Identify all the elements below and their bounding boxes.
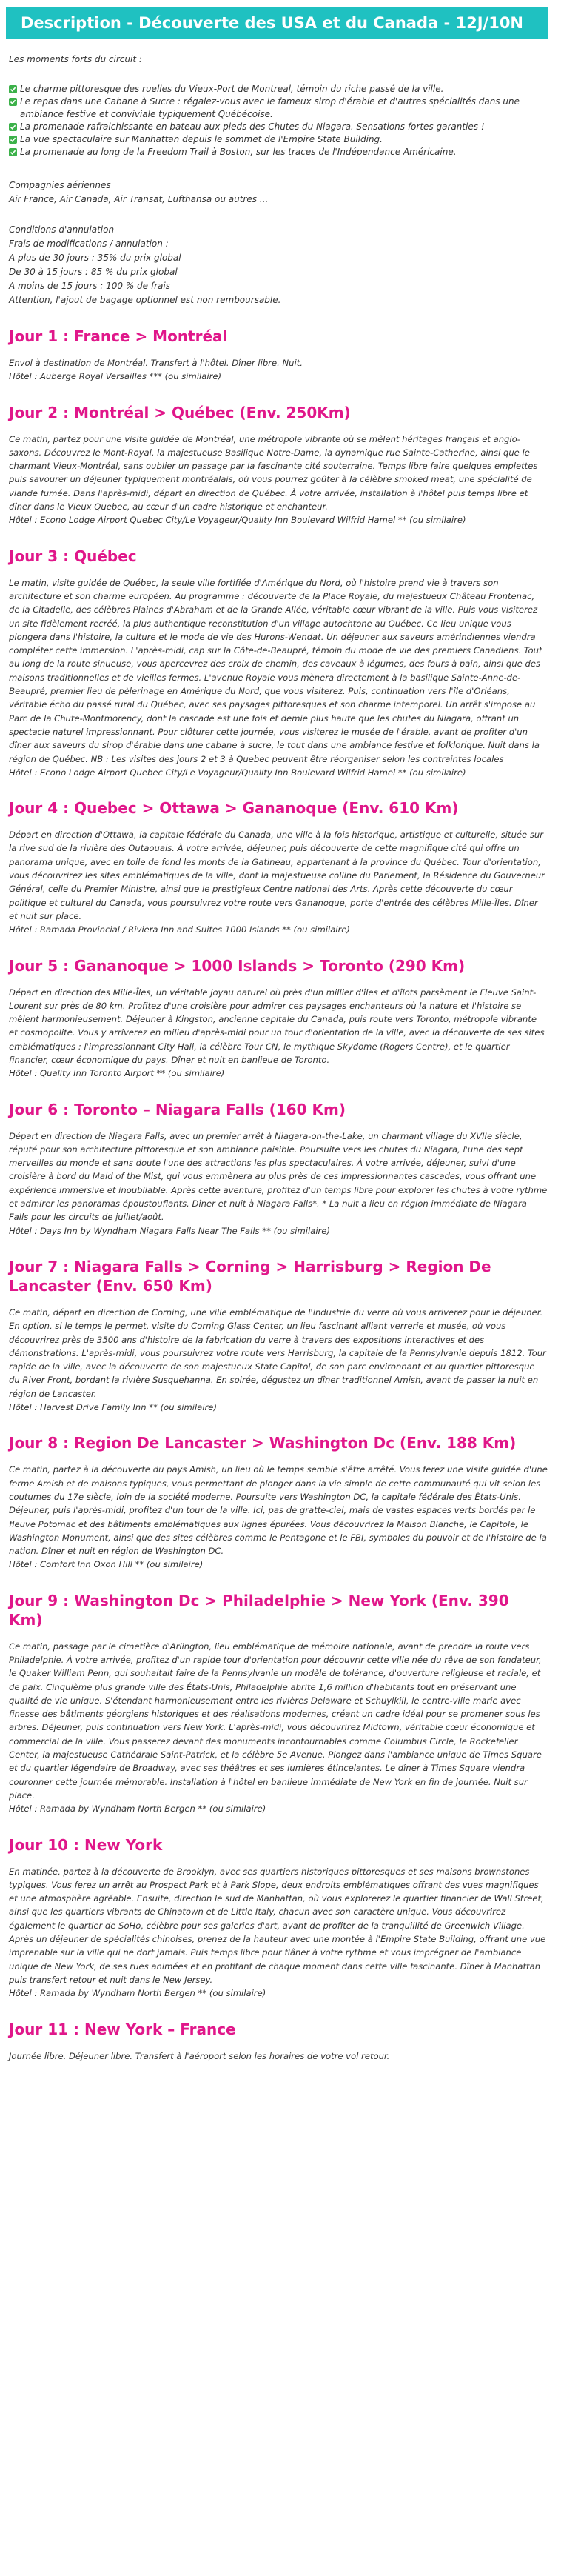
- day-section: [9, 1835, 548, 2001]
- page: [0, 7, 561, 2092]
- day-description: Ce matin, passage par le cimetière d'Arlington, lieu emblématique de mémoire nationale, avant de prendre la route vers Philadelphie. À votre arrivée, profitez d'un rapide tour d'orientation pour découvrir cette ville née du rêve de son fondateur, le Quaker William Penn, qui souhaitait faire de la Pennsylvanie un modèle de tolérance, d'ouverture religieuse et raciale, et de paix. Cinquième plus grande ville des États-Unis, Philadelphie abrite 1,6 million d'habitants tout en préservant une qualité de vie unique. S'étendant harmonieusement entre les rivières Delaware et Schuylkill, le centre-ville marie avec finesse des bâtiments géorgiens historiques et des réalisations modernes, créant un cadre idéal pour se promener sous les arbres. Déjeuner, puis continuation vers New York. L'après-midi, vous découvrirez Midtown, véritable cœur économique et commercial de la ville. Vous passerez devant des monuments incontournables comme Columbus Circle, le Rockefeller Center, la majestueuse Cathédrale Saint-Patrick, et la célèbre 5e Avenue. Plongez dans l'ambiance unique de Times Square et du quartier légendaire de Broadway, avec ses théâtres et ses lumières étincelantes. Le dîner à Times Square viendra couronner cette journée mémorable. Installation à l'hôtel en banlieue immédiate de New York en fin de journée. Nuit sur place.: [9, 1641, 542, 1801]
- highlight-text: La vue spectaculaire sur Manhattan depuis le sommet de l'Empire State Building.: [20, 134, 383, 144]
- description-content: [6, 53, 548, 2063]
- day-description: Ce matin, partez à la découverte du pays Amish, un lieu où le temps semble s'être arrêté. Vous ferez une visite guidée d'une ferme Amish et de maisons typiques, vous permettant de plonger dans la vie simple de cette communauté qui vit selon les coutumes du 17e siècle, loin de la société moderne. Poursuite vers Washington DC, la capitale fédérale des États-Unis. Déjeuner, puis l'après-midi, profitez d'un tour de la ville. Ici, pas de gratte-ciel, mais de vastes espaces verts bordés par le fleuve Potomac et des bâtiments emblématiques aux lignes épurées. Vous découvrirez la Maison Blanche, le Capitole, le Washington Monument, ainsi que des sites célèbres comme le Pentagone et le FBI, symboles du pouvoir et de l'histoire de la nation. Dîner et nuit en région de Washington DC.: [9, 1464, 548, 1557]
- day-hotel: Hôtel : Days Inn by Wyndham Niagara Falls Near The Falls ** (ou similaire): [9, 1225, 330, 1236]
- day-hotel: Hôtel : Harvest Drive Family Inn ** (ou similaire): [9, 1402, 217, 1413]
- day-title: Jour 3 : Québec: [9, 547, 137, 565]
- check-icon: [9, 136, 17, 144]
- day-section: [9, 1257, 548, 1414]
- cancellation-line: Frais de modifications / annulation :: [9, 238, 169, 249]
- day-section: [9, 547, 548, 779]
- highlight-item: [9, 146, 548, 159]
- check-icon: [9, 98, 17, 106]
- day-title: Jour 7 : Niagara Falls > Corning > Harrisburg > Region De Lancaster (Env. 650 Km): [9, 1257, 491, 1295]
- cancellation-line: A moins de 15 jours : 100 % de frais: [9, 281, 170, 291]
- day-title: Jour 1 : France > Montréal: [9, 327, 228, 345]
- highlight-text: La promenade rafraichissante en bateau aux pieds des Chutes du Niagara. Sensations fortes garanties !: [20, 121, 485, 132]
- cancellation-line: De 30 à 15 jours : 85 % du prix global: [9, 267, 178, 277]
- cancellation-line: A plus de 30 jours : 35% du prix global: [9, 253, 181, 263]
- day-description: Départ en direction des Mille-Îles, un véritable joyau naturel où près d'un millier d'îles et d'îlots parsèment le Fleuve Saint-Lourent sur près de 80 km. Profitez d'une croisière pour admirer ces paysages enchanteurs où la nature et l'histoire se mêlent harmonieusement. Déjeuner à Kingston, ancienne capitale du Canada, puis route vers Toronto, métropole vibrante et cosmopolite. Vous y arriverez en milieu d'après-midi pour un tour d'orientation de la ville, avec la découverte de ses sites emblématiques : l'impressionnant City Hall, la célèbre Tour CN, le mythique Skydome (Rogers Centre), et le quartier financier, cœur économique du pays. Dîner et nuit en banlieue de Toronto.: [9, 987, 545, 1065]
- day-description: Journée libre. Déjeuner libre. Transfert à l'aéroport selon les horaires de votre vol retour.: [9, 2050, 390, 2061]
- highlight-item: [9, 121, 548, 133]
- day-title: Jour 11 : New York – France: [9, 2020, 236, 2038]
- day-description: Le matin, visite guidée de Québec, la seule ville fortifiée d'Amérique du Nord, où l'histoire prend vie à travers son architecture et son charme européen. Au programme : découverte de la Place Royale, du majestueux Château Frontenac, de la Citadelle, des célèbres Plaines d'Abraham et de la Grande Allée, véritable cœur vibrant de la ville. Puis vous visiterez un site fidèlement recréé, la plus authentique reconstitution d'un village autochtone au Québec. Ce lieu unique vous plongera dans l'histoire, la culture et le mode de vie des Hurons-Wendat. Un déjeuner aux saveurs amérindiennes viendra compléter cette immersion. L'après-midi, cap sur la Côte-de-Beaupré, témoin du mode de vie des premiers Canadiens. Tout au long de la route sinueuse, vous apercevrez des croix de chemin, des caveaux à légumes, des fours à pain, ainsi que des maisons traditionnelles et de vieilles fermes. L'avenue Royale vous mènera directement à la basilique Sainte-Anne-de-Beaupré, premier lieu de pèlerinage en Amérique du Nord, que vous visiterez. Puis, continuation vers l'île d'Orléans, véritable écho du passé rural du Québec, avec ses paysages pittoresques et son charme intemporel. Un arrêt s'impose au Parc de la Chute-Montmorency, dont la cascade est une fois et demie plus haute que les chutes du Niagara, offrant un spectacle naturel impressionnant. Pour clôturer cette journée, vous visiterez le musée de l'érable, avant de profiter d'un dîner aux saveurs du sirop d'érable dans une cabane à sucre, le tout dans une ambiance festive et folklorique. Nuit dans la région de Québec. NB : Les visites des jours 2 et 3 à Quebec peuvent être réorganiser selon les contraintes locales: [9, 577, 542, 764]
- day-title: Jour 6 : Toronto – Niagara Falls (160 Km): [9, 1100, 346, 1118]
- check-icon: [9, 148, 17, 156]
- day-hotel: Hôtel : Auberge Royal Versailles *** (ou similaire): [9, 371, 222, 382]
- day-section: [9, 1100, 548, 1238]
- check-icon: [9, 85, 17, 93]
- day-title: Jour 4 : Quebec > Ottawa > Gananoque (Env. 610 Km): [9, 799, 459, 818]
- airlines-list: Air France, Air Canada, Air Transat, Lufthansa ou autres ...: [9, 194, 269, 204]
- highlights-label: Les moments forts du circuit :: [9, 54, 142, 64]
- cancellation-line: Attention, l'ajout de bagage optionnel est non remboursable.: [9, 295, 281, 305]
- day-section: [9, 2020, 548, 2063]
- airlines-block: [9, 178, 548, 207]
- day-section: [9, 1433, 548, 1571]
- day-section: [9, 403, 548, 527]
- day-section: [9, 1591, 548, 1816]
- day-description: Ce matin, départ en direction de Corning, une ville emblématique de l'industrie du verre où vous arriverez pour le déjeuner. En option, si le temps le permet, visite du Corning Glass Center, un lieu fascinant alliant verrerie et musée, où vous découvrirez près de 3500 ans d'histoire de la fabrication du verre à travers des expositions interactives et des démonstrations. L'après-midi, vous poursuivrez votre route vers Harrisburg, la capitale de la Pennsylvanie depuis 1812. Tour rapide de la ville, avec la découverte de son majestueux State Capitol, de son parc environnant et du quartier pittoresque du River Front, bordant la rivière Susquehanna. En soirée, dégustez un dîner traditionnel Amish, avant de passer la nuit en région de Lancaster.: [9, 1307, 546, 1399]
- cancellation-heading: Conditions d'annulation: [9, 224, 115, 235]
- highlights-list: [9, 83, 548, 159]
- day-title: Jour 2 : Montréal > Québec (Env. 250Km): [9, 403, 351, 421]
- highlight-text: Le charme pittoresque des ruelles du Vieux-Port de Montreal, témoin du riche passé de la ville.: [20, 84, 444, 94]
- page-title: Description - Découverte des USA et du Canada - 12J/10N: [21, 14, 524, 32]
- day-section: [9, 327, 548, 384]
- highlight-item: [9, 133, 548, 146]
- cancellation-block: [9, 223, 548, 307]
- check-icon: [9, 123, 17, 131]
- day-hotel: Hôtel : Comfort Inn Oxon Hill ** (ou similaire): [9, 1559, 204, 1570]
- day-hotel: Hôtel : Quality Inn Toronto Airport ** (ou similaire): [9, 1068, 225, 1079]
- day-hotel: Hôtel : Econo Lodge Airport Quebec City/Le Voyageur/Quality Inn Boulevard Wilfrid Hamel ** (ou similaire): [9, 767, 466, 778]
- page-title-banner: [6, 7, 548, 39]
- day-title: Jour 9 : Washington Dc > Philadelphie > New York (Env. 390 Km): [9, 1591, 509, 1629]
- day-hotel: Hôtel : Econo Lodge Airport Quebec City/Le Voyageur/Quality Inn Boulevard Wilfrid Hamel ** (ou similaire): [9, 515, 466, 526]
- day-hotel: Hôtel : Ramada by Wyndham North Bergen ** (ou similaire): [9, 1988, 266, 1999]
- day-description: Départ en direction d'Ottawa, la capitale fédérale du Canada, une ville à la fois historique, artistique et culturelle, située sur la rive sud de la rivière des Outaouais. À votre arrivée, déjeuner, puis découverte de cette magnifique cité qui offre un panorama unique, avec en toile de fond les monts de la Gatineau, appartenant à la province du Québec. Tour d'orientation, vous découvrirez les sites emblématiques de la ville, dont la majestueuse colline du Parlement, la Résidence du Gouverneur Général, celle du Premier Ministre, ainsi que le prestigieux Centre national des Arts. Après cette découverte du cœur politique et culturel du Canada, vous poursuivrez votre route vers Gananoque, porte d'entrée des célèbres Mille-Îles. Dîner et nuit sur place.: [9, 830, 545, 921]
- day-description: Départ en direction de Niagara Falls, avec un premier arrêt à Niagara-on-the-Lake, un charmant village du XVIIe siècle, réputé pour son architecture pittoresque et son ambiance paisible. Poursuite vers les chutes du Niagara, l'une des sept merveilles du monde et sans doute l'une des attractions les plus spectaculaires. À votre arrivée, déjeuner, suivi d'une croisière à bord du Maid of the Mist, qui vous emmènera au plus près de ces impressionnantes cascades, vous offrant une expérience immersive et inoubliable. Après cette aventure, profitez d'un temps libre pour explorer les chutes à votre rythme et admirer les panoramas époustouflants. Dîner et nuit à Niagara Falls*. * La nuit a lieu en région immédiate de Niagara Falls pour les circuits de juillet/août.: [9, 1130, 548, 1223]
- day-section: [9, 798, 548, 936]
- day-section: [9, 956, 548, 1081]
- day-title: Jour 5 : Gananoque > 1000 Islands > Toronto (290 Km): [9, 956, 466, 975]
- day-hotel: Hôtel : Ramada Provincial / Riviera Inn and Suites 1000 Islands ** (ou similaire): [9, 924, 350, 935]
- day-description: En matinée, partez à la découverte de Brooklyn, avec ses quartiers historiques pittoresques et ses maisons brownstones typiques. Vous ferez un arrêt au Prospect Park et à Park Slope, deux endroits emblématiques offrant des vues magnifiques et une atmosphère agréable. Ensuite, direction le sud de Manhattan, où vous explorerez le quartier financier de Wall Street, ainsi que les quartiers vibrants de Chinatown et de Little Italy, chacun avec son caractère unique. Vous découvrirez également le quartier de SoHo, célèbre pour ses galeries d'art, avant de profiter de la tranquillité de Greenwich Village. Après un déjeuner de spécialités chinoises, prenez de la hauteur avec une montée à l'Empire State Building, offrant une vue imprenable sur la ville qui ne dort jamais. Puis temps libre pour flâner à votre rythme et vous imprégner de l'ambiance unique de New York, de ses rues animées et en profitant de chaque moment dans cette ville fascinante. Dîner à Manhattan puis transfert retour et nuit dans le New Jersey.: [9, 1866, 546, 1985]
- day-hotel: Hôtel : Ramada by Wyndham North Bergen ** (ou similaire): [9, 1803, 266, 1815]
- highlight-text: Le repas dans une Cabane à Sucre : régalez-vous avec le fameux sirop d'érable et d'autres spécialités dans une ambiance festive et conviviale typiquement Québécoise.: [20, 96, 520, 119]
- day-description: Envol à destination de Montréal. Transfert à l'hôtel. Dîner libre. Nuit.: [9, 358, 303, 368]
- highlight-item: [9, 96, 548, 121]
- airlines-heading: Compagnies aériennes: [9, 180, 111, 190]
- day-title: Jour 8 : Region De Lancaster > Washington Dc (Env. 188 Km): [9, 1434, 517, 1452]
- highlight-item: [9, 83, 548, 96]
- day-description: Ce matin, partez pour une visite guidée de Montréal, une métropole vibrante où se mêlent héritages français et anglo-saxons. Découvrez le Mont-Royal, la majestueuse Basilique Notre-Dame, la dynamique rue Sainte-Catherine, ainsi que le charmant Vieux-Montréal, sans oublier un passage par la fascinante cité souterraine. Temps libre faire quelques emplettes puis savourer un déjeuner typiquement montréalais, où vous pourrez goûter à la célèbre smoked meat, une spécialité de viande fumée. Dans l'après-midi, départ en direction de Québec. À votre arrivée, installation à l'hôtel puis temps libre et dîner dans le Vieux Quebec, au cœur d'un cadre historique et enchanteur.: [9, 433, 538, 513]
- day-title: Jour 10 : New York: [9, 1835, 163, 1854]
- highlight-text: La promenade au long de la Freedom Trail à Boston, sur les traces de l'Indépendance Américaine.: [20, 147, 457, 157]
